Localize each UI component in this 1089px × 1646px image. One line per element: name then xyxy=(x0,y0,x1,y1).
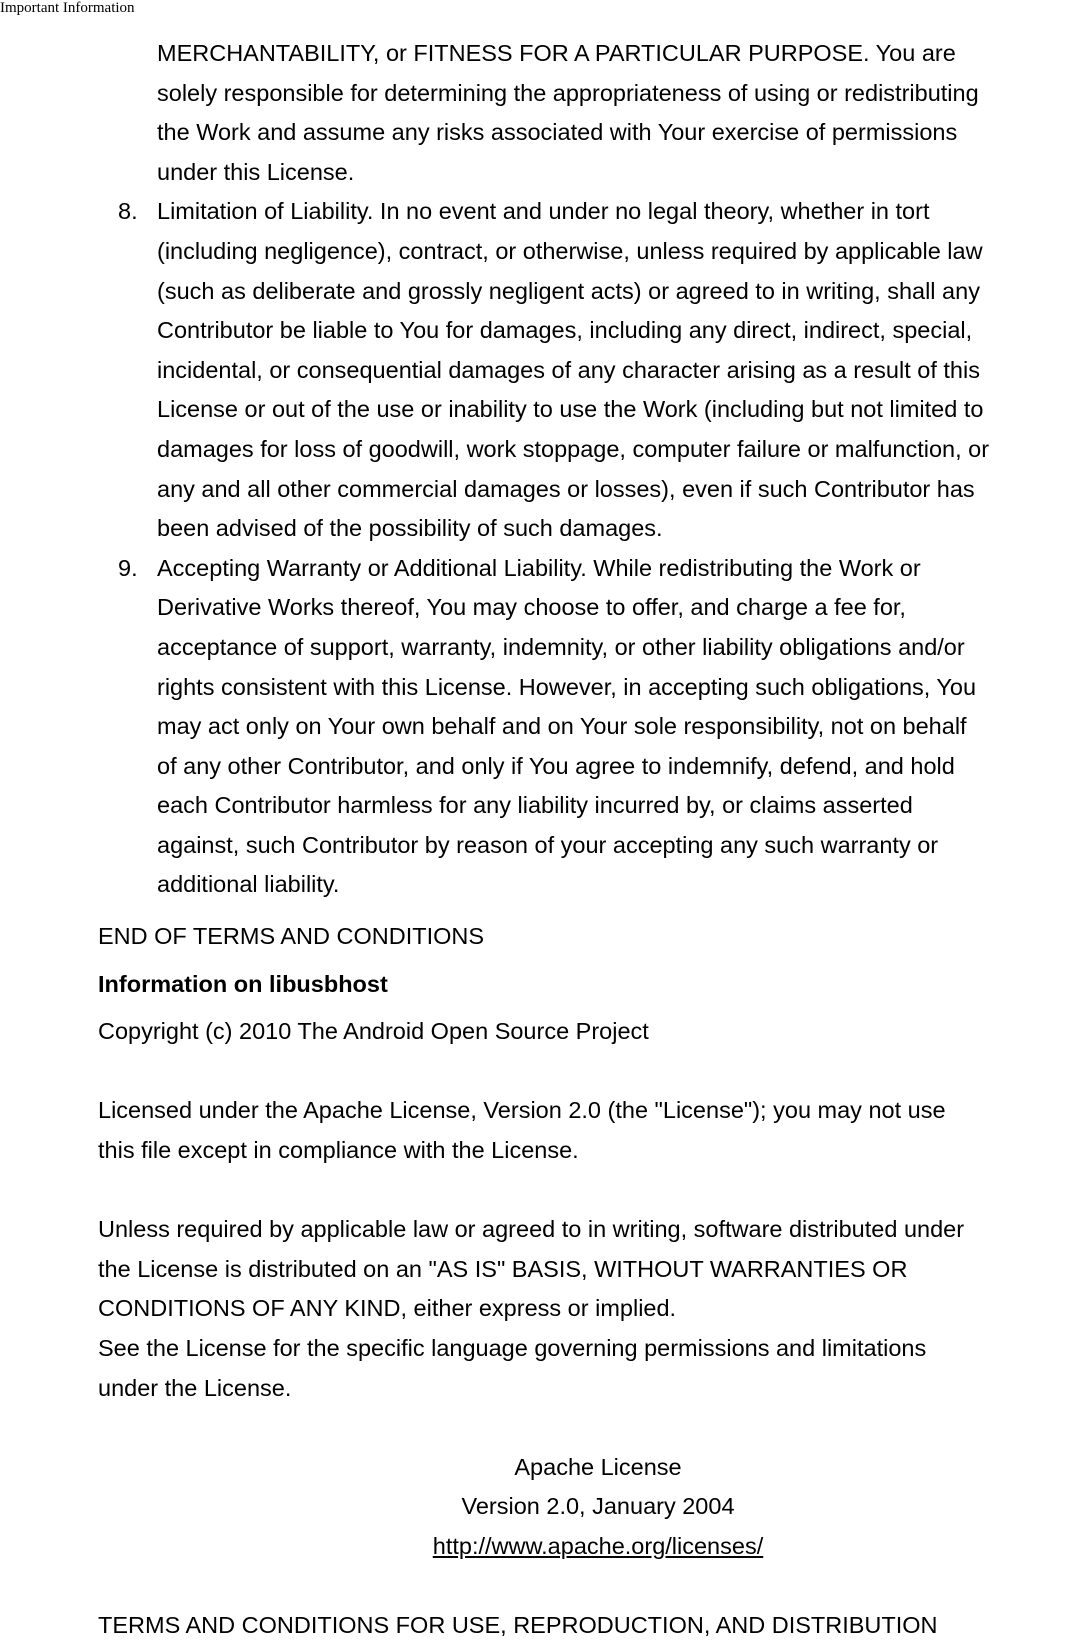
apache-license-block xyxy=(98,1448,1089,1567)
text-line: additional liability. xyxy=(157,871,340,898)
section-heading: Information on libusbhost xyxy=(98,970,388,997)
text-line: the License is distributed on an "AS IS" BASIS, WITHOUT WARRANTIES OR xyxy=(98,1255,908,1282)
terms-heading: TERMS AND CONDITIONS FOR USE, REPRODUCTION, AND DISTRIBUTION xyxy=(98,1612,938,1639)
text-line: each Contributor harmless for any liability incurred by, or claims asserted xyxy=(157,792,913,819)
list-item-number: 9. xyxy=(118,554,138,581)
end-of-terms: END OF TERMS AND CONDITIONS xyxy=(98,923,485,950)
text-line: Accepting Warranty or Additional Liability. While redistributing the Work or xyxy=(157,554,921,581)
text-line: may act only on Your own behalf and on Your sole responsibility, not on behalf xyxy=(157,713,967,740)
apache-license-link[interactable]: http://www.apache.org/licenses/ xyxy=(432,1532,764,1559)
text-line: damages for loss of goodwill, work stoppage, computer failure or malfunction, or xyxy=(157,435,990,462)
blank-line xyxy=(98,1171,1088,1211)
text-line: under the License. xyxy=(98,1374,292,1401)
text-line: MERCHANTABILITY, or FITNESS FOR A PARTICULAR PURPOSE. You are xyxy=(157,40,956,66)
text-line: See the License for the specific language governing permissions and limitations xyxy=(98,1335,927,1361)
disclaimer xyxy=(98,1210,1088,1408)
text-line: Contributor be liable to You for damages, including any direct, indirect, special, xyxy=(157,317,973,344)
text-line: incidental, or consequential damages of any character arising as a result of this xyxy=(157,356,980,383)
continued-paragraph xyxy=(98,34,1088,192)
text-line: any and all other commercial damages or losses), even if such Contributor has xyxy=(157,475,975,502)
list-item-number: 8. xyxy=(118,198,138,225)
document-body xyxy=(98,34,1088,1646)
list-item-limitation-of-liability xyxy=(98,192,1088,548)
text-line: Unless required by applicable law or agreed to in writing, software distributed under xyxy=(98,1216,965,1243)
copyright-line: Copyright (c) 2010 The Android Open Source Project xyxy=(98,1018,649,1045)
apache-license-version: Version 2.0, January 2004 xyxy=(461,1493,735,1520)
text-line: (including negligence), contract, or otherwise, unless required by applicable law xyxy=(157,237,983,264)
text-line: this file except in compliance with the License. xyxy=(98,1137,579,1164)
text-line: Derivative Works thereof, You may choose to offer, and charge a fee for, xyxy=(157,594,906,621)
license-notice xyxy=(98,1091,1088,1170)
text-line: License or out of the use or inability to use the Work (including but not limited to xyxy=(157,396,984,423)
text-line: been advised of the possibility of such damages. xyxy=(157,515,663,542)
text-line: CONDITIONS OF ANY KIND, either express or implied. xyxy=(98,1295,677,1322)
list-item-accepting-warranty xyxy=(98,549,1088,905)
text-line: Limitation of Liability. In no event and under no legal theory, whether in tort xyxy=(157,198,930,225)
text-line: the Work and assume any risks associated with Your exercise of permissions xyxy=(157,119,958,146)
text-line: against, such Contributor by reason of your accepting any such warranty or xyxy=(157,831,939,858)
apache-license-title: Apache License xyxy=(514,1453,682,1480)
blank-line xyxy=(98,1567,1088,1607)
text-line: acceptance of support, warranty, indemnity, or other liability obligations and/or xyxy=(157,633,965,660)
text-line: of any other Contributor, and only if You agree to indemnify, defend, and hold xyxy=(157,752,955,779)
text-line: solely responsible for determining the appropriateness of using or redistributing xyxy=(157,79,979,106)
text-line: under this License. xyxy=(157,158,355,185)
text-line: rights consistent with this License. However, in accepting such obligations, You xyxy=(157,673,977,700)
blank-line xyxy=(98,1052,1088,1092)
text-line: Licensed under the Apache License, Version 2.0 (the "License"); you may not use xyxy=(98,1097,946,1124)
running-header: Important Information xyxy=(0,0,135,16)
blank-line xyxy=(98,1408,1088,1448)
text-line: (such as deliberate and grossly negligent acts) or agreed to in writing, shall any xyxy=(157,277,980,304)
